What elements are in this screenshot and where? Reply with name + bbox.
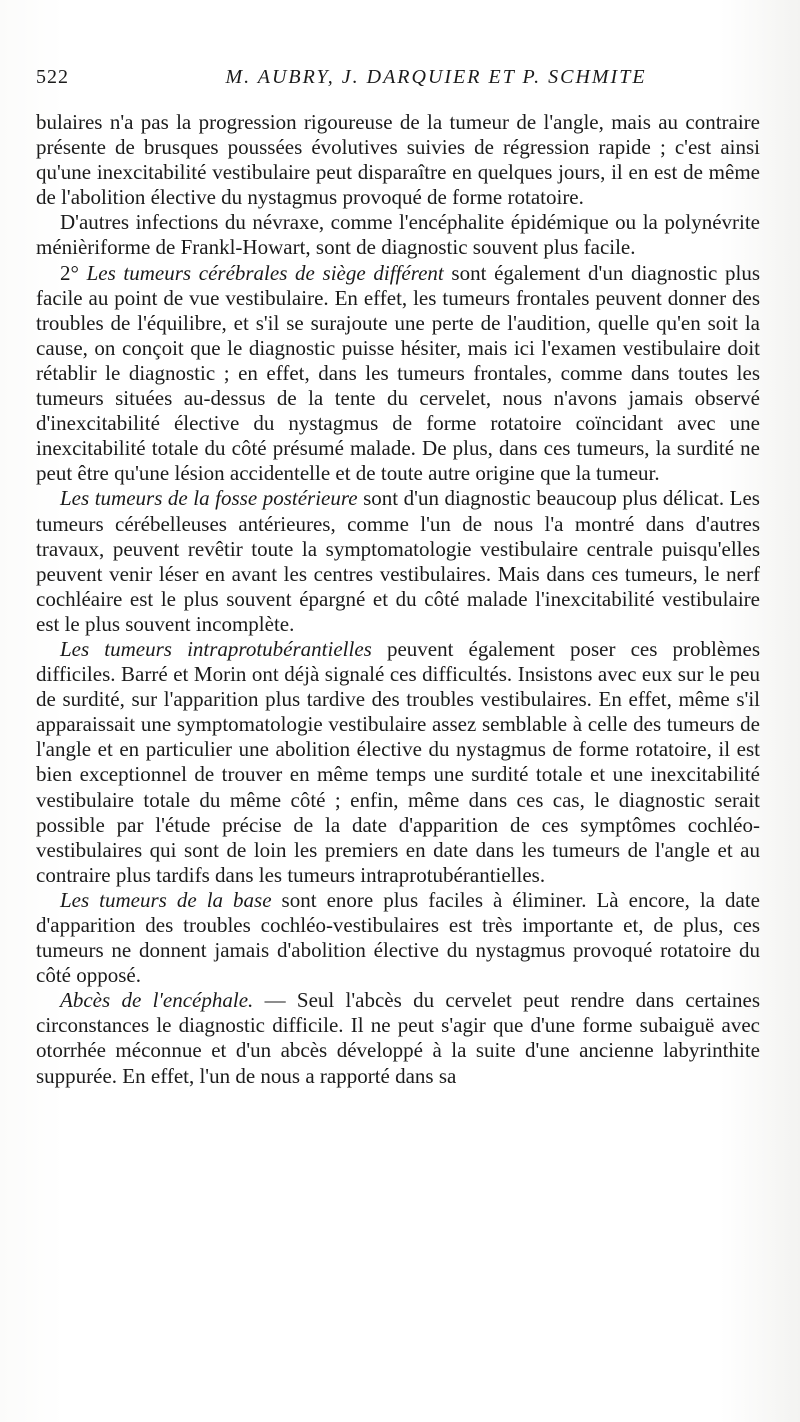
paragraph-text: sont d'un diagnostic beaucoup plus délicat. Les tumeurs cérébelleuses antérieures, comme l'un de nous l'a montré dans d'autres travaux, peuvent revêtir toute la symptomatologie vestibulaire centrale puisqu'elles peuvent venir léser en avant les centres vestibulaires. Mais dans ces tumeurs, le nerf cochléaire est le plus souvent épargné et du côté malade l'inexcitabilité vestibulaire est le plus souvent incomplète. (36, 486, 760, 636)
paragraph-7 (36, 988, 760, 1088)
paragraph-italic-heading: Abcès de l'encéphale. (60, 988, 254, 1013)
paragraph-1 (36, 110, 760, 210)
paragraph-2 (36, 210, 760, 260)
paragraph-italic-heading: Les tumeurs de la fosse postérieure (60, 486, 358, 511)
paragraph-5 (36, 637, 760, 888)
running-title: M. AUBRY, J. DARQUIER ET P. SCHMITE (225, 66, 647, 88)
paragraph-3 (36, 261, 760, 487)
paragraph-italic-heading: Les tumeurs cérébrales de siège différent (86, 260, 444, 285)
paragraph-text: peuvent également poser ces problèmes difficiles. Barré et Morin ont déjà signalé ces difficultés. Insistons avec eux sur le peu de surdité, sur l'apparition plus tardive des troubles vestibulaires. En effet, même s'il apparaissait une symptomatologie vestibulaire assez semblable à celle des tumeurs de l'angle et en particulier une abolition élective du nystagmus de forme rotatoire, il est bien exceptionnel de trouver en même temps une surdité totale et une inexcitabilité vestibulaire totale du même côté ; enfin, même dans ces cas, le diagnostic serait possible par l'étude précise de la date d'apparition de ces symptômes cochléo-vestibulaires qui sont de loin les premiers en date dans les tumeurs de l'angle et au contraire plus tardifs dans les tumeurs intraprotubérantielles. (36, 636, 760, 887)
page-header (36, 66, 756, 96)
paragraph-text: D'autres infections du névraxe, comme l'encéphalite épidémique ou la polynévrite ménièriforme de Frankl-Howart, sont de diagnostic souvent plus facile. (36, 210, 760, 260)
page-number: 522 (36, 66, 69, 88)
body-text (36, 110, 760, 1089)
paragraph-text: bulaires n'a pas la progression rigoureuse de la tumeur de l'angle, mais au contraire présente de brusques poussées évolutives suivies de régression rapide ; c'est ainsi qu'une inexcitabilité vestibulaire peut disparaître en quelques jours, il en est de même de l'abolition élective du nystagmus provoqué de forme rotatoire. (36, 110, 760, 210)
paragraph-text: sont également d'un diagnostic plus facile au point de vue vestibulaire. En effet, les tumeurs frontales peuvent donner des troubles de l'équilibre, et s'il se surajoute une perte de l'audition, quelle qu'en soit la cause, on conçoit que le diagnostic puisse hésiter, mais ici l'examen vestibulaire doit rétablir le diagnostic ; en effet, dans les tumeurs frontales, comme dans toutes les tumeurs situées au-dessus de la tente du cervelet, nous n'avons jamais observé d'inexcitabilité élective du nystagmus de forme rotatoire coïncidant avec une inexcitabilité totale du côté présumé malade. De plus, dans ces tumeurs, la surdité ne peut être qu'une lésion accidentelle et de toute autre origine que la tumeur. (36, 260, 760, 486)
paragraph-italic-heading: Les tumeurs de la base (60, 887, 272, 912)
paragraph-6 (36, 888, 760, 988)
paragraph-text: — Seul l'abcès du cervelet peut rendre dans certaines circonstances le diagnostic difficile. Il ne peut s'agir que d'une forme subaiguë avec otorrhée méconnue et d'un abcès développé à la suite d'une ancienne labyrinthite suppurée. En effet, l'un de nous a rapporté dans sa (36, 988, 760, 1088)
paragraph-italic-heading: Les tumeurs intraprotubérantielles (60, 636, 372, 661)
paragraph-4 (36, 486, 760, 637)
paragraph-text: sont enore plus faciles à éliminer. Là encore, la date d'apparition des troubles cochléo-vestibulaires est très importante et, de plus, ces tumeurs ne donnent jamais d'abolition élective du nystagmus provoqué rotatoire du côté opposé. (36, 887, 760, 988)
paragraph-prefix: 2° (60, 260, 87, 285)
